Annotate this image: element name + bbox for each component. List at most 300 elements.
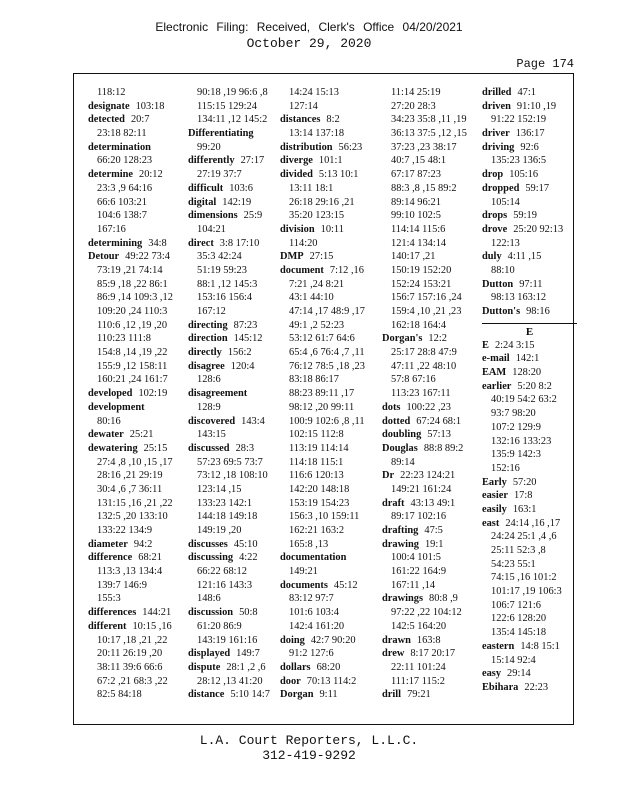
index-refs: 8:2 [326, 114, 340, 126]
index-entry [188, 360, 283, 374]
index-refs-continuation: 153:16 156:4 [197, 292, 253, 304]
index-refs-continuation: 149:21 161:24 [391, 483, 452, 495]
index-refs-continuation: 28:12 ,13 41:20 [197, 675, 263, 687]
index-entry [88, 538, 183, 552]
index-refs-continuation: 25:11 52:3 ,8 [491, 545, 546, 556]
index-refs-continuation: 135:4 145:18 [491, 627, 547, 639]
index-refs-continuation: 80:16 [97, 415, 121, 427]
index-term: dots [382, 401, 401, 413]
index-entry [482, 141, 577, 155]
index-refs-continuation: 35:20 123:15 [289, 210, 345, 222]
index-refs-continuation: 113:23 167:11 [391, 388, 451, 400]
index-refs-continuation: 149:21 [289, 566, 318, 578]
index-refs-continuation: 142:4 161:20 [289, 620, 345, 632]
index-refs-continuation: 7:21 ,24 8:21 [289, 278, 345, 290]
index-term: distances [280, 114, 321, 126]
index-refs: 20:7 [130, 114, 150, 126]
index-refs-continuation: 98:12 ,20 99:11 [289, 401, 355, 413]
index-entry [280, 688, 375, 702]
index-refs-continuation: 23:3 ,9 64:16 [97, 182, 153, 194]
index-entry [280, 223, 375, 237]
index-term: drop [482, 169, 504, 181]
index-term: drilled [482, 87, 512, 98]
index-refs-continuation: 37:23 ,23 38:17 [391, 141, 457, 153]
index-entry [482, 182, 577, 196]
index-term: Detour [88, 251, 120, 263]
index-refs-continuation: 156:7 157:16 ,24 [391, 292, 462, 304]
index-term: diverge [280, 155, 313, 167]
index-term: drawn [382, 634, 411, 646]
index-refs: 7:12 ,16 [329, 264, 364, 276]
index-refs: 100:22 ,23 [406, 401, 451, 413]
index-refs-continuation: 25:17 28:8 47:9 [391, 347, 457, 359]
index-refs: 22:23 [524, 681, 549, 693]
index-refs-continuation: 133:23 142:1 [197, 497, 253, 509]
index-term: disagree [188, 360, 225, 372]
index-entry [482, 168, 577, 182]
index-entry [482, 339, 577, 353]
index-entry [482, 681, 577, 695]
index-entry [188, 442, 283, 456]
index-refs-continuation: 66:20 128:23 [97, 155, 153, 167]
index-refs: 87:23 [233, 319, 258, 331]
index-term: documentation [280, 552, 347, 564]
index-refs-continuation: 99:20 [197, 141, 221, 153]
index-term: development [88, 401, 145, 413]
index-refs-continuation: 104:21 [197, 223, 226, 235]
index-term: determining [88, 237, 143, 249]
index-term: discovered [188, 415, 236, 427]
index-refs-continuation: 101:6 103:4 [289, 607, 339, 619]
index-refs-continuation: 101:17 ,19 106:3 [491, 586, 562, 598]
index-refs-continuation: 152:24 153:21 [391, 278, 452, 290]
index-refs: 5:20 8:2 [517, 380, 552, 392]
index-refs-continuation: 140:17 ,21 [391, 251, 436, 263]
index-term: determination [88, 141, 151, 153]
index-refs: 144:21 [142, 607, 172, 619]
index-refs-continuation: 156:3 ,10 159:11 [289, 511, 360, 523]
index-refs-continuation: 167:12 [197, 306, 226, 317]
index-refs-continuation: 82:5 84:18 [97, 689, 142, 701]
index-term: direct [188, 237, 214, 249]
index-entry [188, 661, 283, 675]
index-entry [482, 352, 577, 366]
index-refs: 163:1 [512, 503, 537, 515]
index-refs-continuation: 135:23 136:5 [491, 155, 547, 167]
index-term: drill [382, 689, 402, 701]
index-entry [188, 209, 283, 223]
index-entry [280, 264, 375, 278]
index-refs-continuation: 114:14 115:6 [391, 223, 446, 235]
index-refs: 103:6 [229, 182, 253, 194]
index-refs-continuation: 142:5 164:20 [391, 620, 447, 632]
index-entry [382, 688, 477, 702]
index-refs-continuation: 105:14 [491, 196, 520, 208]
index-refs-continuation: 67:2 ,21 68:3 ,22 [97, 675, 168, 687]
index-entry [382, 332, 477, 346]
index-term: dropped [482, 182, 520, 194]
index-term: determine [88, 169, 134, 181]
index-refs-continuation: 11:14 25:19 [391, 87, 441, 98]
index-term: eastern [482, 640, 515, 652]
index-refs-continuation: 91:2 127:6 [289, 648, 334, 660]
index-entry [188, 415, 283, 429]
index-entry [88, 141, 183, 155]
index-refs-continuation: 13:14 137:18 [289, 128, 345, 140]
index-refs: 10:15 ,16 [132, 620, 172, 632]
index-term: discussed [188, 442, 230, 454]
index-term: directly [188, 347, 222, 359]
index-refs: 22:23 124:21 [400, 470, 456, 482]
index-term: document [280, 264, 324, 276]
index-refs-continuation: 89:17 102:16 [391, 511, 447, 523]
index-entry [382, 428, 477, 442]
index-refs-continuation: 102:15 112:8 [289, 429, 344, 441]
index-refs-continuation: 89:14 96:21 [391, 196, 441, 208]
index-refs-continuation: 27:4 ,8 ,10 ,15 ,17 [97, 456, 173, 468]
footer-phone: 312-419-9292 [262, 748, 356, 763]
index-entry [280, 551, 375, 565]
index-refs-continuation: 116:6 120:13 [289, 470, 344, 482]
index-term: door [280, 675, 301, 687]
index-refs-continuation: 152:16 [491, 462, 520, 474]
index-refs: 10:11 [320, 223, 344, 235]
index-refs: 27:17 [240, 155, 265, 167]
index-refs-continuation: 161:22 164:9 [391, 566, 447, 578]
index-refs-continuation: 122:13 [491, 237, 520, 249]
index-entry [188, 319, 283, 333]
index-term: division [280, 223, 315, 235]
index-refs-continuation: 83:18 86:17 [289, 374, 339, 386]
index-refs: 28:3 [235, 442, 255, 454]
index-refs: 80:8 ,9 [429, 593, 458, 605]
index-term: discussing [188, 552, 234, 564]
index-entry [88, 250, 183, 264]
index-refs: 156:2 [227, 347, 252, 359]
index-refs-continuation: 22:11 101:24 [391, 661, 446, 673]
index-term: documents [280, 579, 328, 591]
index-entry [188, 332, 283, 346]
index-refs-continuation: 24:24 25:1 ,4 ,6 [491, 531, 557, 543]
index-refs-continuation: 134:11 ,12 145:2 [197, 114, 268, 126]
index-refs-continuation: 54:23 55:1 [491, 558, 536, 570]
index-refs-continuation: 113:19 114:14 [289, 442, 349, 454]
index-term: dotted [382, 415, 411, 427]
index-refs-continuation: 40:7 ,15 48:1 [391, 155, 447, 167]
index-refs-continuation: 43:1 44:10 [289, 292, 334, 304]
index-entry [482, 305, 577, 319]
index-entry [382, 401, 477, 415]
index-refs: 29:14 [507, 668, 531, 680]
index-term: easier [482, 490, 508, 502]
index-refs-continuation: 51:19 59:23 [197, 264, 247, 276]
index-term: discussion [188, 607, 234, 619]
index-term: designate [88, 100, 130, 112]
index-refs-continuation: 38:11 39:6 66:6 [97, 661, 163, 673]
filing-header: Electronic Filing: Received, Clerk's Office 04/20/2021 [155, 20, 463, 34]
index-refs: 70:13 114:2 [306, 675, 357, 687]
index-term: difficult [188, 182, 224, 194]
index-entry [88, 428, 183, 442]
index-term: drawings [382, 593, 423, 605]
index-term: dimensions [188, 210, 238, 222]
index-entry [188, 154, 283, 168]
index-refs-continuation: 111:17 115:2 [391, 675, 445, 687]
index-refs: 56:23 [338, 141, 363, 153]
index-refs-continuation: 98:13 163:12 [491, 292, 547, 304]
index-term: detected [88, 114, 125, 126]
index-column-4 [382, 86, 477, 711]
index-refs-continuation: 160:21 ,24 161:7 [97, 374, 168, 386]
index-refs-continuation: 165:8 ,13 [289, 538, 329, 550]
index-refs: 25:15 [143, 442, 168, 454]
index-term: dispute [188, 661, 221, 673]
index-refs: 17:8 [513, 490, 533, 502]
index-refs-continuation: 107:2 129:9 [491, 421, 541, 433]
index-entry [482, 366, 577, 380]
index-refs-continuation: 110:6 ,12 ,19 ,20 [97, 319, 168, 331]
index-refs: 8:17 20:17 [410, 648, 456, 660]
index-entry [382, 647, 477, 661]
index-entry [280, 113, 375, 127]
index-refs-continuation: 20:11 26:19 ,20 [97, 648, 163, 660]
index-refs-continuation: 118:12 [97, 87, 126, 98]
index-entry [88, 100, 183, 114]
index-refs-continuation: 127:14 [289, 100, 318, 112]
index-refs: 43:13 49:1 [410, 497, 456, 509]
index-refs: 102:19 [138, 388, 168, 400]
index-refs-continuation: 135:9 142:3 [491, 449, 541, 461]
index-entry [382, 524, 477, 538]
index-refs-continuation: 139:7 146:9 [97, 579, 147, 591]
index-refs: 28:1 ,2 ,6 [226, 661, 266, 673]
index-refs: 50:8 [239, 607, 258, 619]
index-refs: 12:2 [428, 333, 447, 345]
index-refs-continuation: 149:19 ,20 [197, 525, 242, 536]
index-refs: 97:11 [519, 278, 543, 290]
index-refs-continuation: 83:12 97:7 [289, 593, 334, 605]
index-refs-continuation: 115:15 129:24 [197, 100, 257, 112]
index-entry [482, 223, 577, 237]
section-letter: E [482, 323, 577, 339]
index-refs-continuation: 106:7 121:6 [491, 599, 541, 611]
index-refs-continuation: 142:20 148:18 [289, 483, 350, 495]
index-entry [88, 401, 183, 415]
index-term: Dr [382, 470, 395, 482]
index-term: doubling [382, 429, 422, 441]
index-term: direction [188, 333, 228, 345]
index-entry [188, 237, 283, 251]
index-refs-continuation: 40:19 54:2 63:2 [491, 394, 557, 406]
index-entry [280, 168, 375, 182]
index-refs-continuation: 144:18 149:18 [197, 511, 258, 523]
index-refs: 103:18 [135, 100, 165, 112]
index-refs-continuation: 65:4 ,6 76:4 ,7 ,11 [289, 347, 365, 359]
index-entry [280, 154, 375, 168]
index-term: drops [482, 210, 508, 222]
index-entry [88, 551, 183, 565]
index-refs-continuation: 143:19 161:16 [197, 634, 258, 646]
index-refs-continuation: 49:1 ,2 52:23 [289, 319, 345, 331]
index-entry [482, 517, 577, 531]
filing-date: October 29, 2020 [246, 36, 372, 51]
index-term: developed [88, 388, 133, 400]
index-term: EAM [482, 367, 507, 379]
index-term: driver [482, 128, 510, 140]
index-term: differences [88, 607, 137, 619]
index-term: distance [188, 689, 225, 701]
index-column-3 [280, 86, 375, 711]
index-term: displayed [188, 648, 231, 660]
index-entry [382, 538, 477, 552]
index-term: easily [482, 503, 507, 515]
index-column-2 [188, 86, 283, 711]
index-refs-continuation: 27:19 37:7 [197, 169, 242, 181]
index-entry [188, 387, 283, 401]
index-column-1 [88, 86, 183, 711]
index-entry [482, 100, 577, 114]
index-entry [482, 250, 577, 264]
index-refs-continuation: 153:19 154:23 [289, 497, 350, 509]
index-term: E [482, 339, 489, 351]
index-refs: 128:20 [512, 367, 542, 379]
index-refs: 94:2 [133, 538, 153, 550]
index-term: driving [482, 141, 515, 153]
index-refs-continuation: 34:23 35:8 ,11 ,19 [391, 114, 467, 126]
index-term: e-mail [482, 353, 510, 365]
index-refs: 45:10 [233, 538, 258, 550]
index-refs-continuation: 66:22 68:12 [197, 566, 247, 578]
index-refs-continuation: 109:20 ,24 110:3 [97, 306, 168, 317]
index-refs-continuation: 66:6 103:21 [97, 196, 147, 208]
index-refs: 25:20 92:13 [513, 223, 564, 235]
index-refs-continuation: 155:3 [97, 593, 121, 605]
index-refs: 68:20 [316, 661, 341, 673]
index-term: Dutton [482, 278, 514, 290]
index-refs: 101:1 [318, 155, 343, 167]
index-refs-continuation: 88:10 [491, 264, 515, 276]
index-refs: 14:8 15:1 [520, 640, 560, 652]
index-entry [482, 503, 577, 517]
index-refs: 2:24 3:15 [494, 339, 535, 351]
index-term: disagreement [188, 388, 248, 400]
index-refs-continuation: 162:18 164:4 [391, 319, 447, 331]
index-term: Dorgan [280, 689, 314, 701]
index-entry [382, 634, 477, 648]
index-refs: 47:5 [424, 525, 443, 536]
index-term: DMP [280, 251, 304, 263]
index-refs-continuation: 162:21 163:2 [289, 525, 345, 536]
index-entry [188, 196, 283, 210]
index-entry [482, 127, 577, 141]
index-refs: 91:10 ,19 [516, 100, 557, 112]
index-refs: 19:1 [424, 538, 444, 550]
index-refs-continuation: 143:15 [197, 429, 226, 441]
index-refs-continuation: 73:12 ,18 108:10 [197, 470, 268, 482]
index-refs: 92:6 [520, 141, 539, 153]
index-entry [280, 141, 375, 155]
index-refs-continuation: 104:6 138:7 [97, 210, 147, 222]
index-term: drafting [382, 525, 419, 536]
index-refs-continuation: 121:4 134:14 [391, 237, 447, 249]
index-term: directing [188, 319, 228, 331]
index-entry [188, 551, 283, 565]
index-term: divided [280, 169, 313, 181]
index-refs-continuation: 155:9 ,12 158:11 [97, 360, 168, 372]
index-term: Early [482, 476, 507, 488]
index-refs-continuation: 110:23 111:8 [97, 333, 151, 345]
index-refs: 4:22 [239, 552, 258, 564]
index-term: dollars [280, 661, 311, 673]
index-refs-continuation: 99:10 102:5 [391, 210, 441, 222]
index-term: digital [188, 196, 217, 208]
index-refs-continuation: 148:6 [197, 593, 221, 605]
index-entry [188, 606, 283, 620]
index-entry [88, 606, 183, 620]
index-refs: 105:16 [509, 169, 539, 181]
index-refs: 25:9 [243, 210, 263, 222]
index-refs: 3:8 17:10 [219, 237, 260, 249]
index-refs: 120:4 [230, 360, 255, 372]
index-refs-continuation: 57:23 69:5 73:7 [197, 456, 263, 468]
index-refs-continuation: 88:1 ,12 145:3 [197, 278, 258, 290]
index-refs-continuation: 47:11 ,22 48:10 [391, 360, 457, 372]
index-refs: 163:8 [416, 634, 441, 646]
index-refs: 25:21 [129, 429, 154, 441]
index-refs-continuation: 89:14 [391, 456, 415, 468]
index-term: difference [88, 552, 133, 564]
index-refs-continuation: 131:15 ,16 ,21 ,22 [97, 497, 173, 509]
index-refs-continuation: 88:23 89:11 ,17 [289, 388, 355, 400]
index-refs-continuation: 28:16 ,21 29:19 [97, 470, 163, 482]
index-refs-continuation: 36:13 37:5 ,12 ,15 [391, 128, 467, 140]
index-refs-continuation: 132:16 133:23 [491, 435, 552, 447]
index-entry [382, 469, 477, 483]
index-term: drawing [382, 538, 419, 550]
index-entry [88, 620, 183, 634]
index-refs-continuation: 150:19 152:20 [391, 264, 452, 276]
index-term: different [88, 620, 127, 632]
index-entry [188, 127, 283, 141]
index-refs: 59:17 [525, 182, 550, 194]
index-term: distribution [280, 141, 333, 153]
index-entry [482, 278, 577, 292]
index-term: Differentiating [188, 128, 254, 140]
index-refs: 5:13 10:1 [318, 169, 359, 181]
index-refs-continuation: 76:12 78:5 ,18 ,23 [289, 360, 365, 372]
index-term: duly [482, 251, 502, 263]
index-refs-continuation: 97:22 ,22 104:12 [391, 607, 462, 619]
index-refs-continuation: 86:9 ,14 109:3 ,12 [97, 292, 173, 304]
index-refs-continuation: 114:18 115:1 [289, 456, 344, 468]
index-refs-continuation: 23:18 82:11 [97, 128, 147, 140]
index-term: draft [382, 497, 405, 509]
index-term: Dutton's [482, 306, 521, 317]
index-refs-continuation: 132:5 ,20 133:10 [97, 511, 168, 523]
index-refs-continuation: 167:11 ,14 [391, 579, 436, 591]
index-refs-continuation: 35:3 42:24 [197, 251, 242, 263]
index-refs-continuation: 26:18 29:16 ,21 [289, 196, 355, 208]
index-refs-continuation: 14:24 15:13 [289, 87, 339, 98]
index-entry [382, 592, 477, 606]
index-entry [188, 647, 283, 661]
index-refs: 9:11 [319, 689, 338, 701]
index-refs-continuation: 121:16 143:3 [197, 579, 253, 591]
index-refs-continuation: 88:3 ,8 ,15 89:2 [391, 182, 457, 194]
index-refs-continuation: 114:20 [289, 237, 318, 249]
index-column-5 [482, 86, 577, 711]
index-term: east [482, 517, 500, 529]
